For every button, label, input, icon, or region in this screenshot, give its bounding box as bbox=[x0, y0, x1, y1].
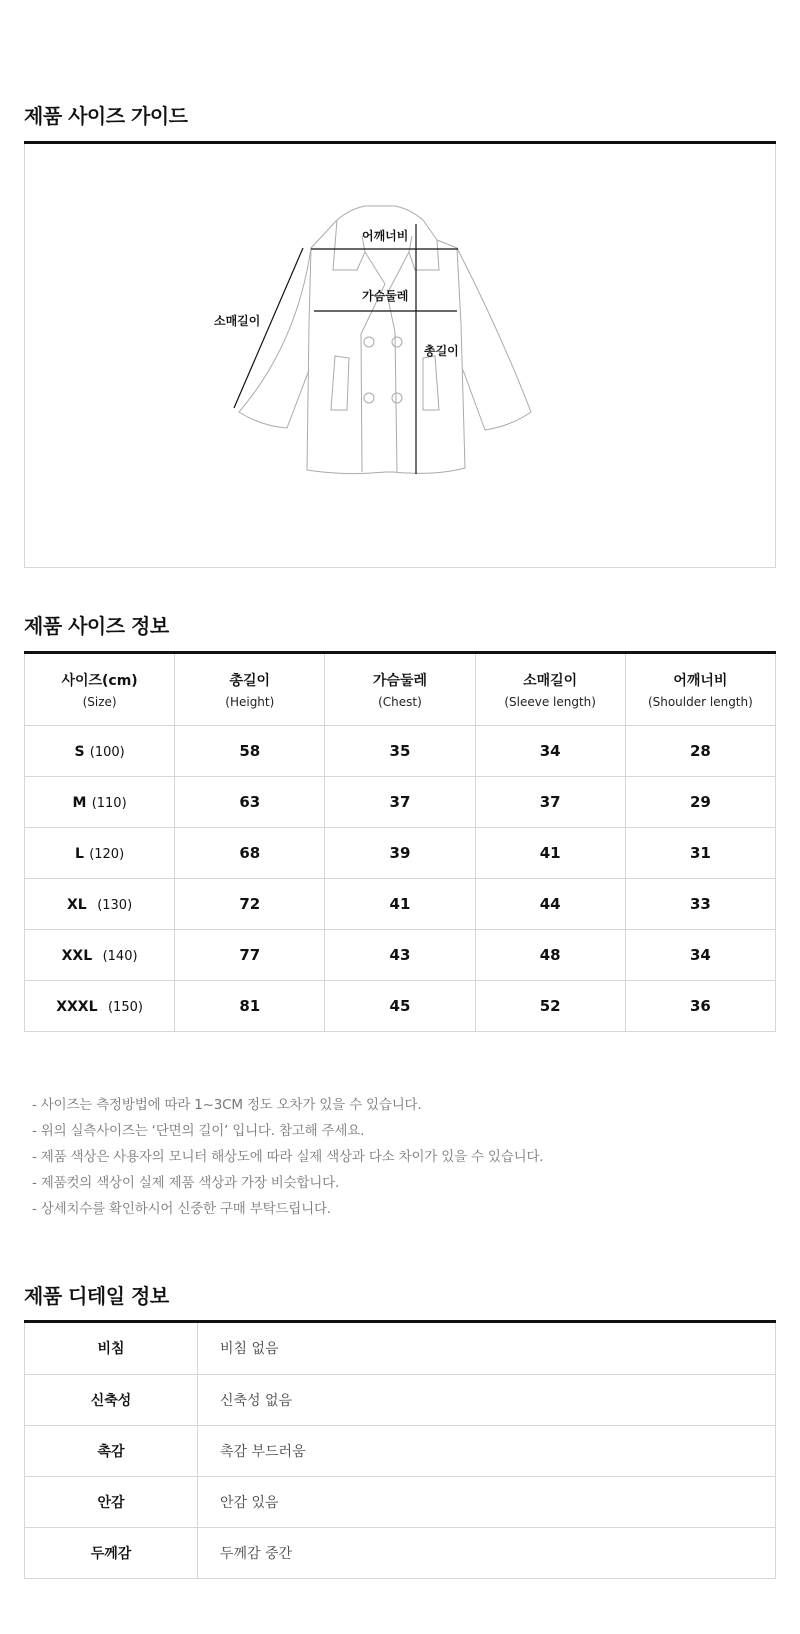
height-cell: 77 bbox=[175, 929, 325, 980]
coat-button bbox=[392, 337, 402, 347]
size-info-title: 제품 사이즈 정보 bbox=[24, 614, 169, 638]
size-cell: XXL (140) bbox=[25, 929, 175, 980]
detail-value: 비침 없음 bbox=[198, 1323, 776, 1374]
table-row bbox=[25, 929, 776, 980]
size-table-header bbox=[25, 654, 776, 725]
size-guide-title: 제품 사이즈 가이드 bbox=[24, 104, 188, 128]
sleeve-cell: 48 bbox=[475, 929, 625, 980]
table-row bbox=[25, 1374, 776, 1425]
shoulder-cell: 31 bbox=[625, 827, 775, 878]
height-cell: 68 bbox=[175, 827, 325, 878]
detail-label: 촉감 bbox=[25, 1425, 198, 1476]
table-row bbox=[25, 1476, 776, 1527]
shoulder-cell: 33 bbox=[625, 878, 775, 929]
coat-diagram bbox=[25, 144, 777, 568]
note-item: - 제품 색상은 사용자의 모니터 해상도에 따라 실제 색상과 다소 차이가 있을 수 있습니다. bbox=[32, 1149, 544, 1165]
coat-button bbox=[364, 393, 374, 403]
sleeve-cell: 34 bbox=[475, 725, 625, 776]
height-cell: 72 bbox=[175, 878, 325, 929]
table-row bbox=[25, 827, 776, 878]
note-item: - 상세치수를 확인하시어 신중한 구매 부탁드립니다. bbox=[32, 1201, 331, 1217]
detail-label: 비침 bbox=[25, 1323, 198, 1374]
coat-right-pocket bbox=[423, 356, 439, 410]
length-label: 총길이 bbox=[424, 344, 459, 358]
height-cell: 58 bbox=[175, 725, 325, 776]
shoulder-cell: 34 bbox=[625, 929, 775, 980]
coat-button bbox=[392, 393, 402, 403]
note-item: - 제품컷의 색상이 실제 제품 색상과 가장 비슷합니다. bbox=[32, 1175, 340, 1191]
chest-cell: 43 bbox=[325, 929, 475, 980]
height-cell: 81 bbox=[175, 980, 325, 1031]
sleeve-cell: 37 bbox=[475, 776, 625, 827]
coat-left-pocket bbox=[331, 356, 349, 410]
header-cell-chest: 가슴둘레 (Chest) bbox=[325, 654, 475, 725]
size-cell: M (110) bbox=[25, 776, 175, 827]
shoulder-cell: 28 bbox=[625, 725, 775, 776]
coat-front-edge bbox=[387, 294, 397, 472]
table-row bbox=[25, 1323, 776, 1374]
shoulder-cell: 29 bbox=[625, 776, 775, 827]
detail-table bbox=[24, 1323, 776, 1579]
detail-value: 안감 있음 bbox=[198, 1476, 776, 1527]
note-item: - 사이즈는 측정방법에 따라 1~3CM 정도 오차가 있을 수 있습니다. bbox=[32, 1097, 422, 1113]
detail-value: 촉감 부드러움 bbox=[198, 1425, 776, 1476]
table-row bbox=[25, 1527, 776, 1578]
chest-cell: 37 bbox=[325, 776, 475, 827]
chest-cell: 35 bbox=[325, 725, 475, 776]
size-cell: XXXL (150) bbox=[25, 980, 175, 1031]
detail-label: 안감 bbox=[25, 1476, 198, 1527]
coat-button bbox=[364, 337, 374, 347]
table-row bbox=[25, 776, 776, 827]
chest-cell: 41 bbox=[325, 878, 475, 929]
detail-label: 신축성 bbox=[25, 1374, 198, 1425]
header-cell-sleeve: 소매길이 (Sleeve length) bbox=[475, 654, 625, 725]
table-row bbox=[25, 725, 776, 776]
sleeve-cell: 41 bbox=[475, 827, 625, 878]
shoulder-label: 어깨너비 bbox=[362, 229, 409, 243]
sleeve-cell: 52 bbox=[475, 980, 625, 1031]
note-item: - 위의 실측사이즈는 ‘단면의 길이’ 입니다. 참고해 주세요. bbox=[32, 1123, 365, 1139]
size-table bbox=[24, 654, 776, 1032]
header-cell-height: 총길이 (Height) bbox=[175, 654, 325, 725]
height-cell: 63 bbox=[175, 776, 325, 827]
chest-label: 가슴둘레 bbox=[362, 289, 409, 303]
detail-value: 신축성 없음 bbox=[198, 1374, 776, 1425]
table-row bbox=[25, 878, 776, 929]
coat-neckline bbox=[337, 206, 423, 220]
chest-cell: 39 bbox=[325, 827, 475, 878]
coat-left-sleeve bbox=[239, 248, 311, 428]
chest-cell: 45 bbox=[325, 980, 475, 1031]
shoulder-cell: 36 bbox=[625, 980, 775, 1031]
sleeve-cell: 44 bbox=[475, 878, 625, 929]
header-cell-shoulder: 어깨너비 (Shoulder length) bbox=[625, 654, 775, 725]
size-cell: XL (130) bbox=[25, 878, 175, 929]
table-row bbox=[25, 1425, 776, 1476]
detail-info-title: 제품 디테일 정보 bbox=[24, 1284, 169, 1308]
size-cell: L (120) bbox=[25, 827, 175, 878]
size-cell: S (100) bbox=[25, 725, 175, 776]
detail-label: 두께감 bbox=[25, 1527, 198, 1578]
sleeve-label: 소매길이 bbox=[214, 314, 261, 328]
table-row bbox=[25, 980, 776, 1031]
coat-left-front bbox=[361, 284, 385, 472]
coat-right-sleeve bbox=[457, 248, 531, 430]
sleeve-measure-line bbox=[234, 248, 303, 408]
header-cell-size: 사이즈(cm) (Size) bbox=[25, 654, 175, 725]
detail-value: 두께감 중간 bbox=[198, 1527, 776, 1578]
size-guide-diagram bbox=[24, 144, 776, 568]
size-notes bbox=[32, 1092, 543, 1222]
